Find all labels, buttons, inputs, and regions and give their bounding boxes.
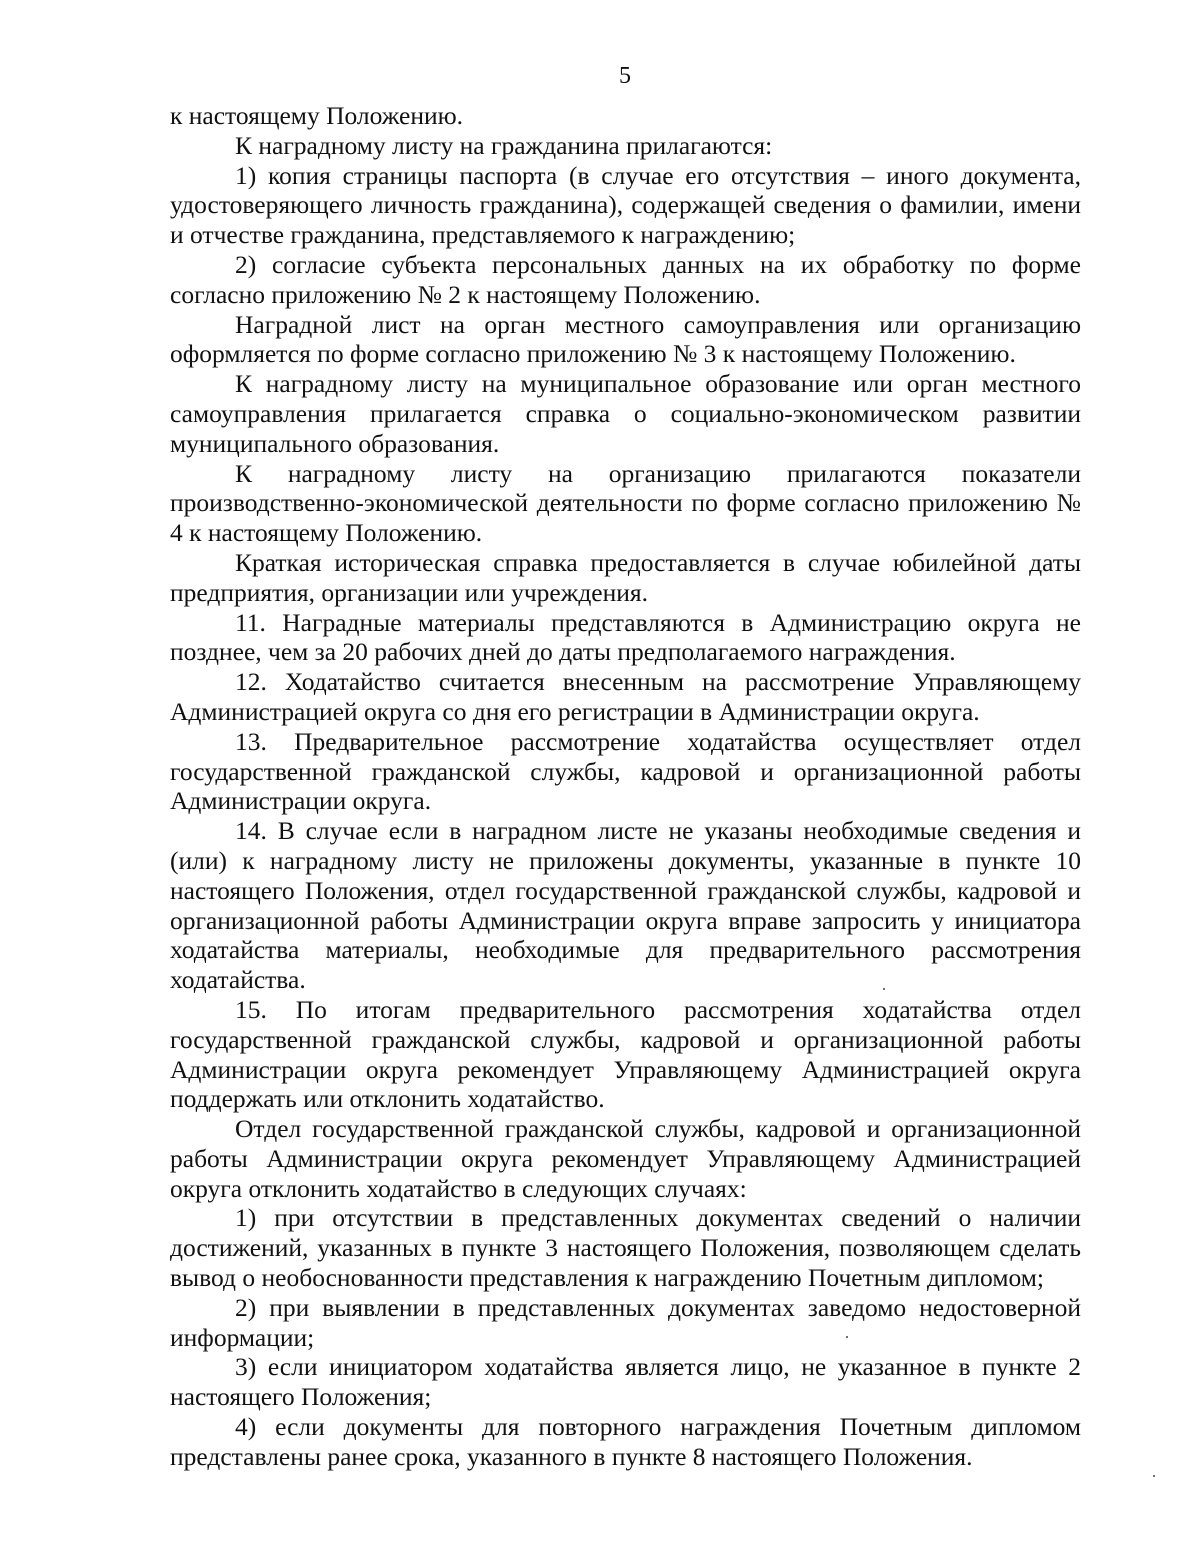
paragraph-citizen-attachments: К наградному листу на гражданина прилагаются: [235, 130, 773, 160]
paragraph-rejection-case-1: 1) при отсутствии в представленных документах сведений о наличии достижений, указанных в пункте 3 настоящего Положения, позволяющем сделать вывод о необоснованности представления к награждению Почетным дипломом; [170, 1203, 1081, 1293]
paragraph-item-15: 15. По итогам предварительного рассмотрения ходатайства отдел государственной гражданской службы, кадровой и организационной работы Администрации округа рекомендует Управляющему Администрацией округа поддержать или отклонить ходатайство. [170, 994, 1081, 1114]
paragraph-rejection-cases: Отдел государственной гражданской службы, кадровой и организационной работы Администрации округа рекомендует Управляющему Администрацией округа отклонить ходатайство в следующих случаях: [170, 1114, 1081, 1203]
paragraph-item-12: 12. Ходатайство считается внесенным на рассмотрение Управляющему Администрацией округа со дня его регистрации в Администрации округа. [170, 667, 1081, 726]
scan-speck [1153, 1475, 1155, 1477]
paragraph-rejection-case-2: 2) при выявлении в представленных документах заведомо недостоверной информации; [170, 1292, 1081, 1352]
scan-speck [883, 988, 885, 990]
paragraph-organization-indicators: К наградному листу на организацию прилагаются показатели производственно-экономической деятельности по форме согласно приложению № 4 к настоящему Положению. [170, 458, 1081, 548]
paragraph-item-13: 13. Предварительное рассмотрение ходатайства осуществляет отдел государственной гражданской службы, кадровой и организационной работы Администрации округа. [170, 726, 1081, 816]
paragraph-passport-copy: 1) копия страницы паспорта (в случае его отсутствия – иного документа, удостоверяющего личность гражданина), содержащей сведения о фамилии, имени и отчестве гражданина, представляемого к награждению; [170, 160, 1081, 250]
paragraph-continuation: к настоящему Положению. [170, 101, 464, 130]
page-number: 5 [619, 63, 631, 89]
paragraph-rejection-case-4: 4) если документы для повторного награждения Почетным дипломом представлены ранее срока, указанного в пункте 8 настоящего Положения. [170, 1412, 1081, 1471]
paragraph-personal-data-consent: 2) согласие субъекта персональных данных на их обработку по форме согласно приложению № 2 к настоящему Положению. [170, 249, 1081, 309]
paragraph-item-14: 14. В случае если в наградном листе не указаны необходимые сведения и (или) к наградному листу не приложены документы, указанные в пункте 10 настоящего Положения, отдел государственной гражданской службы, кадровой и организационной работы Администрации округа вправе запросить у инициатора ходатайства материалы, необходимые для предварительного рассмотрения ходатайства. [170, 816, 1081, 995]
paragraph-organization-award-sheet: Наградной лист на орган местного самоуправления или организацию оформляется по форме согласно приложению № 3 к настоящему Положению. [170, 309, 1081, 369]
paragraph-municipality-reference: К наградному листу на муниципальное образование или орган местного самоуправления прилагается справка о социально-экономическом развитии муниципального образования. [170, 369, 1081, 458]
paragraph-historical-reference: Краткая историческая справка предоставляется в случае юбилейной даты предприятия, организации или учреждения. [170, 547, 1081, 607]
scan-speck [846, 1336, 848, 1338]
paragraph-rejection-case-3: 3) если инициатором ходатайства является лицо, не указанное в пункте 2 настоящего Положения; [170, 1352, 1081, 1412]
paragraph-item-11: 11. Наградные материалы представляются в Администрацию округа не позднее, чем за 20 рабочих дней до даты предполагаемого награждения. [170, 607, 1081, 667]
document-body [170, 101, 1081, 1472]
